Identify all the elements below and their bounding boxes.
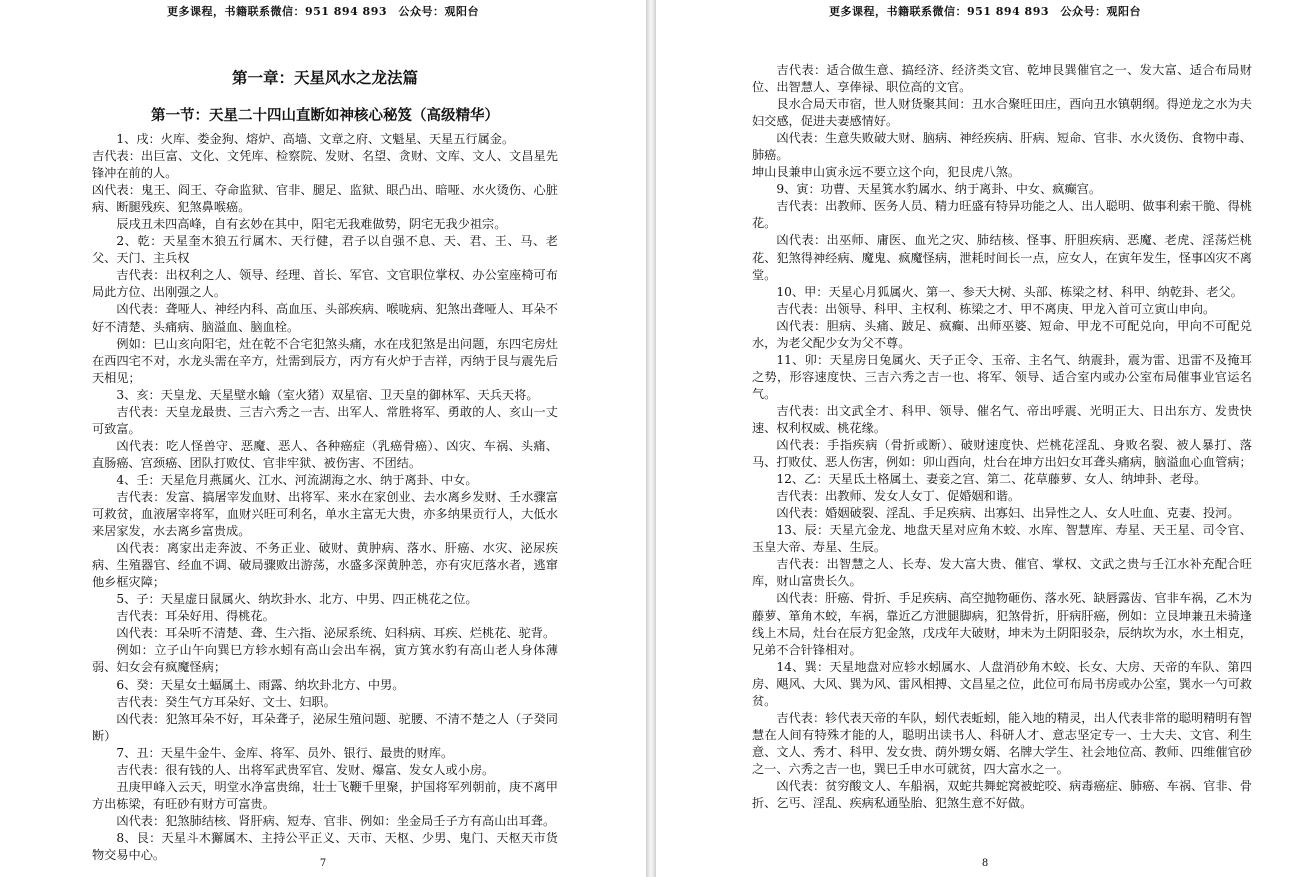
paragraph: 12、乙：天星氐土格属土、妻妾之宫、第二、花草藤萝、女人、纳坤卦、老母。 (776, 472, 1207, 487)
paragraph: 吉代表：发富、搞屠宰发血财、出将军、来水在家创业、去水离乡发财、壬水骤富可救贫，血液屠宰将军，血财兴旺可利名，单水主富无大贵，亦多纳果贡行人，大低水来居家发，水去离乡富贵成。 (92, 489, 558, 539)
body-text (752, 62, 1252, 812)
body-text (92, 131, 558, 864)
paragraph: 8、艮：天星斗木獬属木、主持公平正义、天市、天枢、少男、鬼门、天枢天市货物交易中心。 (92, 830, 558, 862)
paragraph: 2、乾：天星奎木狼五行属木、天行健，君子以自强不息、天、君、王、马、老父、天门、主兵权 (92, 234, 558, 266)
paragraph: 凶代表：犯煞肺结核、肾肝病、短寿、官非、例如：坐金局壬子方有高山出耳聋。 (116, 813, 556, 828)
page-7 (0, 0, 646, 877)
paragraph: 吉代表：出巨富、文化、文凭库、检察院、发财、名望、贪财、文库、文人、文昌星先锋冲在前的人。 (92, 149, 558, 181)
paragraph: 凶代表：离家出走奔波、不务正业、破财、黄肿病、落水、肝癌、水灾、泌尿疾病、生殖器官、经血不调、破局骤败出游荡，水盛多深黄肿恙，亦有灾厄落水者，逃窜他乡框灾障； (92, 541, 558, 590)
paragraph: 凶代表：吃人怪兽守、恶魔、恶人、各种癌症（乳癌骨癌）、凶灾、车祸、头痛、直肠癌、宫颈癌、团队打败仗、官非牢狱、被伤害、不团结。 (92, 438, 558, 470)
paragraph: 吉代表：出文武全才、科甲、领导、催名气、帝出呼震、光明正大、日出东方、发贵快速、权利权威、桃花缘。 (752, 403, 1252, 435)
paragraph: 13、辰：天星亢金龙、地盘天星对应角木蛟、水库、智慧库、寿星、天王星、司令官、玉皇大帝、寿星、生辰。 (752, 523, 1252, 555)
paragraph: 凶代表：出巫师、庸医、血光之灾、肺结核、怪事、肝胆疾病、恶魔、老虎、淫荡烂桃花、犯煞得神经病、魔鬼、疯魔怪病，泄耗时间长一点，应女人，在寅年发生，怪事凶灾不离堂。 (752, 233, 1252, 282)
paragraph: 吉代表：出领导、科甲、主权利、栋梁之才、甲不离庚、甲龙入首可立寅山申向。 (776, 301, 1216, 316)
paragraph: 5、子：天星虚日鼠属火、纳坎卦水、北方、中男、四正桃花之位。 (116, 592, 478, 607)
paragraph: 凶代表：肝癌、骨折、手足疾病、高空抛物砸伤、落水死、缺唇露齿、官非车祸，乙木为藤萝、箪角木蛟，车祸，靠近乙方泄腿脚病，犯煞骨折，肝病肝癌，例如：立艮坤兼丑未骑逢线上木局，灶台在辰方犯金煞，戊戌年大破财，坤未为土阴阳驳杂，辰纳坎为水，水土相克，兄弟不合针锋相对。 (752, 591, 1252, 657)
paragraph: 凶代表：鬼王、阎王、夺命监狱、官非、腿足、监狱、眼凸出、暗哑、水火烫伤、心脏病、断腿残疾、犯煞鼻喉癌。 (92, 183, 558, 215)
paragraph: 吉代表：出智慧之人、长寿、发大富大贵、催官、掌权、文武之贵与壬江水补充配合旺库，财山富贵长久。 (752, 557, 1252, 589)
paragraph: 吉代表：轸代表天帝的车队，蚓代表蚯蚓，能入地的精灵，出人代表非常的聪明精明有智慧在人间有特殊才能的人，聪明出读书人、科研人才、意志坚定专一、士大夫、文官、利生意、文人、秀才、科甲、发女贵、荫外甥女婿、名牌大学生、社会地位高、教师、四维催官砂之一、六秀之吉一也，巽巳壬申水可就贫，四大富水之一。 (752, 710, 1252, 776)
paragraph: 吉代表：出教师、发女人女丁、促婚姻和谐。 (776, 489, 1021, 504)
paragraph: 11、卯：天星房日兔属火、天子正令、玉帝、主名气、纳震卦，震为雷、迅雷不及掩耳之势，形容速度快、三吉六秀之吉一也、将军、领导、适合室内或办公室布局催事业官运名气。 (752, 352, 1252, 401)
paragraph: 例如：立子山午向巽巳方轸水蚓有高山会出车祸，寅方箕水豹有高山老人身体薄弱、妇女会有疯魔怪病； (92, 643, 558, 675)
paragraph: 9、寅：功曹、天星箕水豹属水、纳于离卦、中女、疯癫宫。 (776, 182, 1102, 197)
paragraph: 凶代表：贫穷酸文人、车船祸，双蛇共舞蛇窝被蛇咬、病毒癌症、肺癌、车祸、官非、骨折、乞丐、淫乱、疾病私通坠胎、犯煞生意不好做。 (752, 778, 1252, 811)
paragraph: 10、甲：天星心月狐属火、第一、参天大树、头部、栋梁之材、科甲、纳乾卦、老父。 (776, 284, 1243, 299)
paragraph: 凶代表：耳朵听不清楚、聋、生六指、泌尿系统、妇科病、耳疾、烂桃花、驼背。 (116, 626, 556, 641)
paragraph: 凶代表：聋哑人、神经内科、高血压、头部疾病、喉咙病、犯煞出聋哑人、耳朵不好不清楚、头痛病、脑溢血、脑血栓。 (92, 302, 558, 334)
paragraph: 凶代表：婚姻破裂、淫乱、手足疾病、出寡妇、出异性之人、女人吐血、克妻、投河。 (776, 506, 1240, 521)
page-8 (656, 0, 1314, 877)
paragraph: 艮水合局天市宿，世人财货聚其间：丑水合聚旺田庄，酉向丑水镇朝纲。得逆龙之水为夫妇交感，促进夫妻感情好。 (752, 97, 1252, 129)
paragraph: 4、壬：天星危月燕属火、江水、河流湖海之水、纳于离卦、中女。 (116, 472, 478, 487)
paragraph: 吉代表：天皇龙最贵、三吉六秀之一吉、出军人、常胜将军、勇敢的人、亥山一丈可致富。 (92, 404, 558, 436)
paragraph: 吉代表：耳朵好用、得桃花。 (116, 609, 275, 624)
page-content (752, 62, 1252, 812)
section-title: 第一节：天星二十四山直断如神核心秘笈（高级精华） (151, 108, 499, 124)
paragraph: 辰戌丑未四高峰，自有玄妙在其中，阳宅无我难做势，阴宅无我少祖宗。 (116, 217, 507, 232)
page-content (92, 66, 558, 864)
running-header: 更多课程，书籍联系微信：951 894 893 公众号：观阳台 (166, 5, 480, 18)
paragraph: 6、癸：天星女土蝠属土、雨露、纳坎卦北方、中男。 (116, 677, 405, 692)
paragraph: 14、巽：天星地盘对应轸水蚓属水、人盘消砂角木蛟、长女、大房、天帝的车队、第四房、飓风、大风、巽为风、雷风相搏、文昌星之位，此位可布局书房或办公室，巽水一勺可救贫。 (752, 659, 1252, 708)
paragraph: 凶代表：胆病、头痛、跛足、疯癫、出师巫婆、短命、甲龙不可配兑向，甲向不可配兑水，为老父配少女为父不尊。 (752, 318, 1252, 350)
paragraph: 吉代表：很有钱的人、出将军武贵军官、发财、爆富、发女人或小房。 (116, 762, 495, 777)
paragraph: 例如：巳山亥向阳宅，灶在乾不合宅犯煞头痛，水在戌犯煞是出问题，东四宅房灶在西四宅不对，水龙头需在辛方，灶需到辰方，丙方有火炉于吉祥，丙纳于艮与震先后天相见； (92, 336, 558, 385)
paragraph: 凶代表：生意失败破大财、脑病、神经疾病、肝病、短命、官非、水火烫伤、食物中毒、肺癌。 (752, 131, 1252, 163)
paragraph: 吉代表：出权利之人、领导、经理、首长、军官、文官职位掌权、办公室座椅可布局此方位、出刚强之人。 (92, 268, 558, 300)
paragraph: 吉代表：出教师、医务人员、精力旺盛有特异功能之人、出人聪明、做事利索干脆、得桃花。 (752, 199, 1252, 231)
paragraph: 吉代表：癸生气方耳朵好、文士、妇职。 (116, 694, 336, 709)
paragraph: 凶代表：犯煞耳朵不好，耳朵聋子，泌尿生殖问题、驼腰、不清不楚之人（子癸同断） (92, 711, 558, 743)
paragraph: 7、丑：天星牛金牛、金库、将军、员外、银行、最贵的财库。 (116, 745, 454, 760)
page-number: 8 (981, 858, 989, 869)
running-header: 更多课程，书籍联系微信：951 894 893 公众号：观阳台 (828, 5, 1142, 18)
page-gap (646, 0, 656, 877)
paragraph: 坤山艮兼申山寅永远不要立这个向，犯艮虎八煞。 (752, 165, 1021, 180)
paragraph: 凶代表：手指疾病（骨折或断）、破财速度快、烂桃花淫乱、身败名裂、被人暴打、落马、打败仗、恶人伤害，例如：卯山酉向，灶台在坤方出妇女耳聋头痛病，脑溢血心血管病； (752, 438, 1252, 470)
chapter-title: 第一章：天星风水之龙法篇 (231, 69, 418, 87)
paragraph: 吉代表：适合做生意、搞经济、经济类文官、乾坤艮巽催官之一、发大富、适合布局财位、出智慧人、享俸禄、职位高的文官。 (752, 63, 1252, 95)
paragraph: 丑庚甲峰入云天，明堂水净富贵绵，壮士飞鞭千里聚，护国将军列朝前，庚不离甲方出栋梁，有旺砂有财方可富贵。 (92, 779, 558, 811)
paragraph: 3、亥：天皇龙、天星壁水蝓（室火猪）双星宿、卫天皇的御林军、天兵天将。 (116, 387, 539, 402)
paragraph: 1、戌：火库、娄金狗、熔炉、高墙、文章之府、文魁星、天星五行属金。 (116, 132, 515, 146)
page-number: 7 (319, 858, 327, 869)
